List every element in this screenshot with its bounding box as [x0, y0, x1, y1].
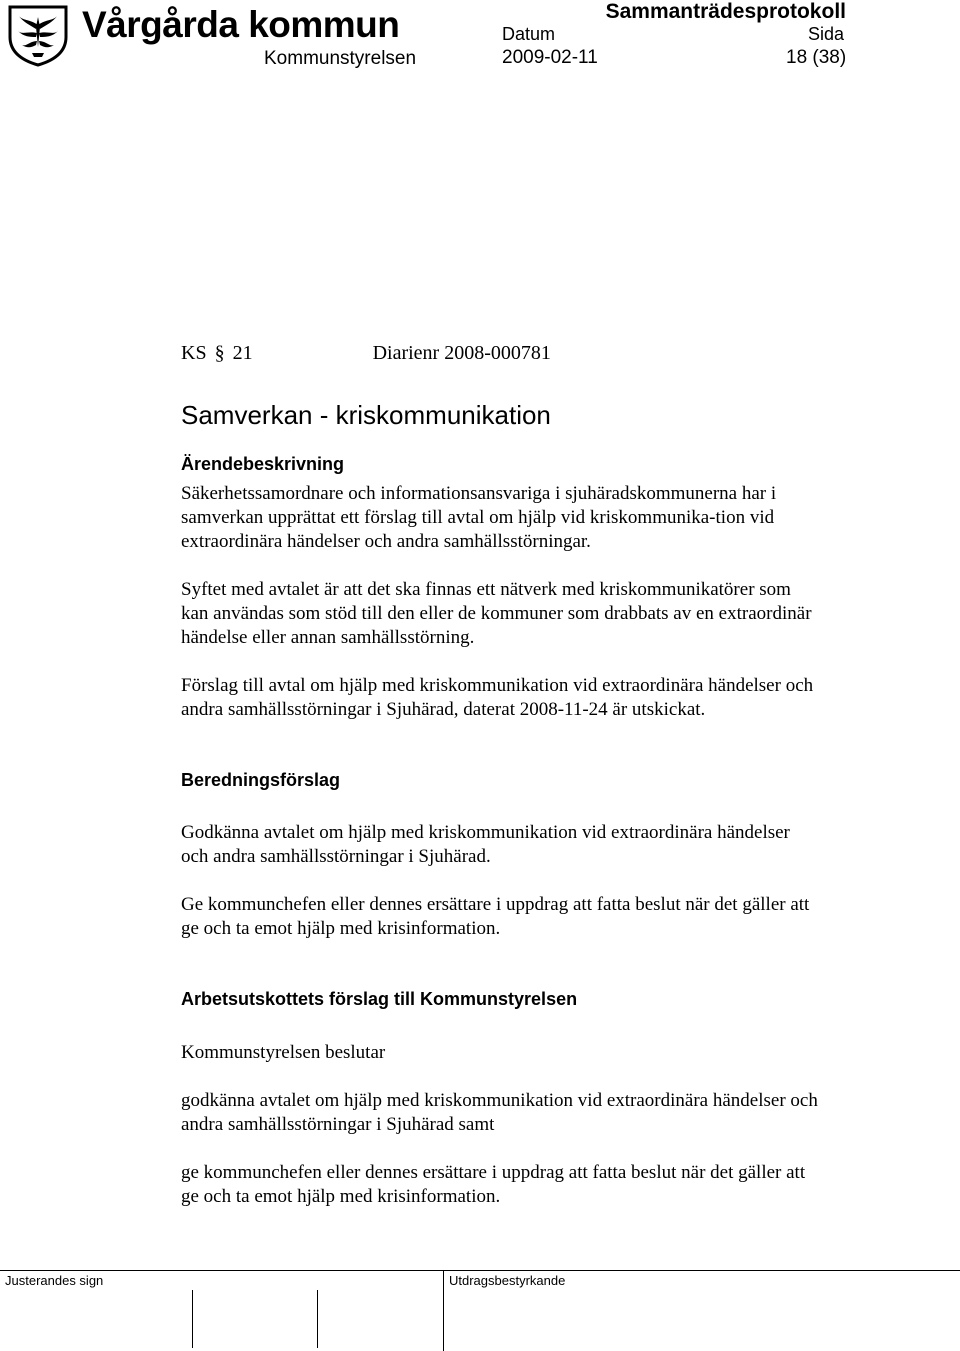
page-value: 18 (38): [786, 47, 847, 68]
footer-label-utdragsbestyrkande: Utdragsbestyrkande: [449, 1273, 566, 1288]
footer-label-justerandes-sign: Justerandes sign: [5, 1273, 104, 1288]
footer-rule: [0, 1270, 960, 1271]
municipal-crest-icon: [6, 3, 70, 67]
municipality-name: Vårgårda kommun: [82, 4, 400, 45]
paragraph-decision-intro: Kommunstyrelsen beslutar: [181, 1042, 386, 1063]
paragraph-decision-1: godkänna avtalet om hjälp med kriskommunikation vid extraordinära händelser och andra samhällsstörningar i Sjuhärad samt: [181, 1090, 818, 1135]
case-number: 21: [232, 342, 253, 364]
signature-line: [317, 1290, 318, 1348]
section-sign: §: [214, 342, 225, 364]
paragraph-arende-1: Säkerhetssamordnare och informationsansvariga i sjuhäradskommunerna har i samverkan upprättat ett förslag till avtal om hjälp vid kriskommunika-tion vid extraordinära händelser och andra samhällsstörningar.: [181, 483, 777, 552]
diary-number: Diarienr 2008-000781: [372, 342, 551, 364]
case-reference: [181, 342, 551, 365]
paragraph-decision-2: ge kommunchefen eller dennes ersättare i uppdrag att fatta beslut när det gäller att ge och ta emot hjälp med krisinformation.: [181, 1162, 806, 1207]
paragraph-beredning-2: Ge kommunchefen eller dennes ersättare i uppdrag att fatta beslut när det gäller att ge och ta emot hjälp med krisinformation.: [181, 894, 810, 939]
footer-divider: [443, 1270, 444, 1351]
date-label: Datum: [502, 24, 556, 44]
paragraph-beredning-1: Godkänna avtalet om hjälp med kriskommunikation vid extraordinära händelser och andra samhällsstörningar i Sjuhärad.: [181, 822, 790, 867]
page-title: Samverkan - kriskommunikation: [181, 400, 551, 430]
section-heading-arende: Ärendebeskrivning: [181, 454, 345, 474]
committee-name: Kommunstyrelsen: [264, 48, 417, 69]
date-value: 2009-02-11: [502, 47, 598, 68]
paragraph-arende-2: Syftet med avtalet är att det ska finnas ett nätverk med kriskommunikatörer som kan användas som stöd till den eller de kommuner som drabbats av en extraordinär händelse eller annan samhällsstörning.: [181, 579, 812, 648]
signature-line: [192, 1290, 193, 1348]
section-heading-beredning: Beredningsförslag: [181, 770, 341, 790]
document-type: Sammanträdesprotokoll: [605, 0, 846, 23]
section-heading-arbetsutskott: Arbetsutskottets förslag till Kommunstyrelsen: [181, 989, 578, 1009]
case-body: KS: [181, 342, 207, 364]
page-label: Sida: [808, 24, 845, 44]
paragraph-arende-3: Förslag till avtal om hjälp med kriskommunikation vid extraordinära händelser och andra samhällsstörningar i Sjuhärad, daterat 2008-11-24 är utskickat.: [181, 675, 814, 720]
